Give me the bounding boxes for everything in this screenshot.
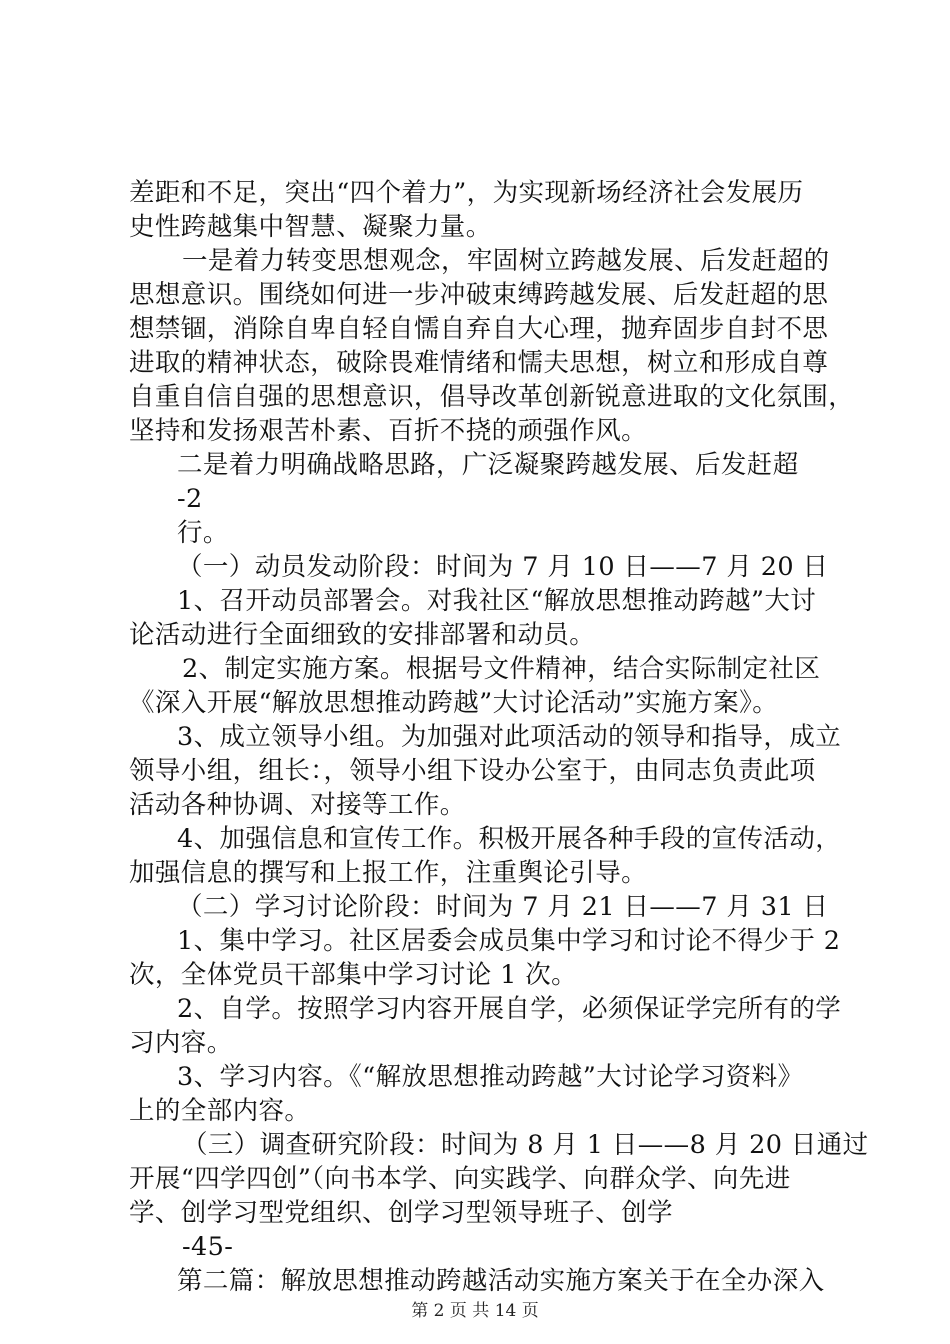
section-heading: （二）学习讨论阶段：时间为 7 月 21 日——7 月 31 日 xyxy=(177,892,829,922)
text-line: 开展“四学四创”（向书本学、向实践学、向群众学、向先进 xyxy=(129,1164,791,1194)
text-line: 自重自信自强的思想意识，倡导改革创新锐意进取的文化氛围， xyxy=(129,382,855,412)
text-line: 2、制定实施方案。根据号文件精神，结合实际制定社区 xyxy=(182,654,821,684)
text-line: 2、自学。按照学习内容开展自学，必须保证学完所有的学 xyxy=(177,994,842,1024)
text-line: 一是着力转变思想观念，牢固树立跨越发展、后发赶超的 xyxy=(182,246,830,276)
text-line: 1、召开动员部署会。对我社区“解放思想推动跨越”大讨 xyxy=(177,586,817,616)
text-line: 二是着力明确战略思路，广泛凝聚跨越发展、后发赶超 xyxy=(177,450,799,480)
text-line: 行。 xyxy=(177,518,229,548)
section-heading: （一）动员发动阶段：时间为 7 月 10 日——7 月 20 日 xyxy=(177,552,829,582)
text-line: 差距和不足，突出“四个着力”，为实现新场经济社会发展历 xyxy=(129,178,804,208)
text-line: 加强信息的撰写和上报工作，注重舆论引导。 xyxy=(129,858,648,888)
text-line: 1、集中学习。社区居委会成员集中学习和讨论不得少于 2 xyxy=(177,926,841,956)
text-line: 上的全部内容。 xyxy=(129,1096,311,1126)
text-line: 学、创学习型党组织、创学习型领导班子、创学 xyxy=(129,1198,673,1228)
text-line: 领导小组，组长：，领导小组下设办公室于，由同志负责此项 xyxy=(129,756,816,786)
text-line: 4、加强信息和宣传工作。积极开展各种手段的宣传活动， xyxy=(177,824,842,854)
text-line: 史性跨越集中智慧、凝聚力量。 xyxy=(129,212,492,242)
text-line: 习内容。 xyxy=(129,1028,233,1058)
text-line: 《深入开展“解放思想推动跨越”大讨论活动”实施方案》。 xyxy=(129,688,779,718)
section-title: 第二篇：解放思想推动跨越活动实施方案关于在全办深入 xyxy=(177,1266,825,1296)
section-heading: （三）调查研究阶段：时间为 8 月 1 日——8 月 20 日通过 xyxy=(182,1130,869,1160)
text-line: 思想意识。围绕如何进一步冲破束缚跨越发展、后发赶超的思 xyxy=(129,280,829,310)
text-line: 次，全体党员干部集中学习讨论 1 次。 xyxy=(129,960,578,990)
page-footer: 第 2 页 共 14 页 xyxy=(411,1301,539,1321)
text-line: 想禁锢，消除自卑自轻自懦自弃自大心理，抛弃固步自封不思 xyxy=(129,314,829,344)
text-line: 活动各种协调、对接等工作。 xyxy=(129,790,466,820)
text-line: 3、成立领导小组。为加强对此项活动的领导和指导，成立 xyxy=(177,722,842,752)
text-line: 坚持和发扬艰苦朴素、百折不挠的顽强作风。 xyxy=(129,416,648,446)
text-line: 进取的精神状态，破除畏难情绪和懦夫思想，树立和形成自尊 xyxy=(129,348,829,378)
text-line: 论活动进行全面细致的安排部署和动员。 xyxy=(129,620,596,650)
page-marker: -2 xyxy=(177,484,203,514)
page-marker: -45- xyxy=(182,1232,234,1262)
text-line: 3、学习内容。《“解放思想推动跨越”大讨论学习资料》 xyxy=(177,1062,804,1092)
